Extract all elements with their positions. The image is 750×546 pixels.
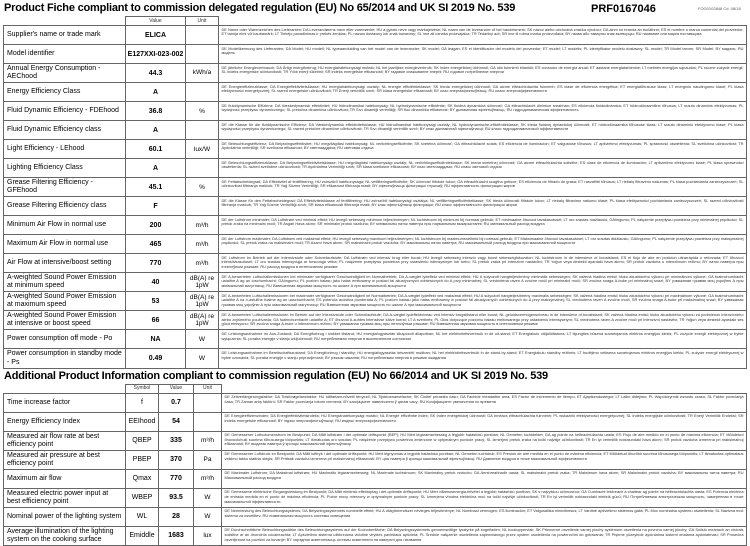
row-label: Measured air flow rate at best efficiency point <box>4 431 126 450</box>
fiche-table-row <box>4 121 747 140</box>
row-unit: m³/h <box>186 235 219 254</box>
additional-table-row <box>4 469 747 488</box>
row-label: Average illumination of the lighting system on the cooking surface <box>4 526 126 545</box>
row-translations: DE der Luftstrom maximaler; DA Luftstrøm ved maksimal effekt; HU levegő sebesség maximum teljesítményen; NL luchtstroom bij maximumsnelheid bij normaal gebruik; ET Maksimaalne õhuvool tavakasutusel; LT oro srautas didžiausiu; GAlíngumu; PL natężenie przepływu powietrza przy maksymalnej prędkości; SL pretok zraka na maksimalni moči; TR Azami Hava akımı; SR maksimalni protok vazduha; BY максімальны паток паветра; RU максимальный расход воздуха при максимальной мощности <box>219 235 747 254</box>
row-label: Maximum air flow <box>4 469 126 488</box>
row-translations: DE die Klasse für die fluiddynamische Effizienz; DA Væskedynamisk effektivitetsklasse; HU hidrodinamikai hatékonysági osztály; NL hydrodynamische-efficiëntieklasse; SK trieda fluidnej dynamickej účinnosti; ET hüdrodünaamika tõhususe klass; LT srauto dinaminio efektyvumo klasė; PL klasa wydajności przepływu dynamicznego; SL razred pretočne dinamične učinkovitosti; TR Sıvı dinamiği verimlilik sınıfı; BY клас дынамічнай эфектыўнасці; RU класс гидродинамической эффективности <box>219 121 747 140</box>
row-translations: DE jährliche Energieverbrauch; DA Årligt energiforbrug; HU energiahatékonysági mutató; NL het jaarlijkse energieverbruik; SK index energetickej účinnosti; GA ídiú fuinnimh bliantúil; ES consumo de energía anual; ET aastane energiatarbimine; LT metinės energijos sąnaudos; PL roczne zużycie energii; SL indeks energetske učinkovitosti; TR Yıllık enerji tüketimi; SR indeks energetske efikasnosti; BY гадавое спажыванне энергіі; RU годовое потребление энергии <box>219 64 747 83</box>
fiche-header-row <box>4 17 747 26</box>
doc-number: PRF0167046 <box>591 3 656 15</box>
row-label: A-weighted Sound Power Emission at intensive or boost speed <box>4 311 126 330</box>
fiche-table-row <box>4 292 747 311</box>
row-unit <box>186 121 219 140</box>
row-label: Power consumption off mode - Po <box>4 330 126 349</box>
header-spacer <box>222 384 747 393</box>
column-header-value: Value <box>159 384 194 393</box>
row-value: A <box>126 83 186 102</box>
fiche-table-row <box>4 311 747 330</box>
row-symbol: QBEP <box>126 431 159 450</box>
fiche-table-row <box>4 197 747 216</box>
fiche-table-row <box>4 26 747 45</box>
row-translations: DE Gemessene elektrische Eingangsleistung im Bestpunkt; DA Målt elektrisk effektoptag i det optimale driftspunkt; HU Mért villamosenergia-felvétel a legjobb hatásfokú pontban; SK s najvyššou účinnosťou; GA Cumhacht leictreach a chaitear ag pointe na héifeachtúlachta uasta; ES Potencia eléctrica de entrada medida en el punto de máxima eficiencia; PL Pobór mocy mierzony w optymalnym punkcie pracy; SL Izmerjena vhodna električna moč na točki najvišje učinkovitosti; TR En iyi verimlilik noktasındaki elektrik gücü; RU Потребляемая электрическая мощность, замеренная в точке максимальной эффективности <box>222 488 747 507</box>
row-label: Annual Energy Consumption - AEChood <box>4 64 126 83</box>
row-value: 53 <box>126 292 186 311</box>
row-value: A <box>126 121 186 140</box>
row-translations: DE die Klasse für den Fettabscheidegrad; DA Effektivitetsklasse af fedtfiltrering; HU zsírszűrő hatékonysági osztálya; NL vetfilteringsefficiëntieklasse; SK trieda účinnosti filtrácie tukov; LT riebalų filtravimo našumo klasė; PL klasa efektywności pochłaniania zanieczyszczeń; SL razred učinkovitosti filtriranja maščob; TR Yağ Süzme Verimliliği sınıfı; SR klasa efikasnosti filtriranja masti; BY клас эфектыўнасці фільтрацыі; RU класс эффективности фильтрации жиров <box>219 197 747 216</box>
row-translations: DE Beleuchtungseffizienzklasse; DA Belysningseffektivitetsklasse; HU megvilágítási hatékonysági osztály; NL verlichtingsefficiëntieklasse; SK trieda svetelnej účinnosti; GA aicme éifeachtúlachta soilsithe; ES clase de eficiencia de iluminación; LT apšvietimo efektyvumo klasė; PL klasa sprawności oświetlenia; SL razred svetlobne učinkovitosti; TR Aydınlatma Verimliliği sınıfı; SR klasa svetlosne efikasnosti; BY клас светлааддачы; RU класс световой отдачи <box>219 159 747 178</box>
column-header-value: Value <box>126 17 186 26</box>
product-fiche-page <box>3 0 747 546</box>
row-unit: dB(A) re 1pW <box>186 273 219 292</box>
row-value: ELICA <box>126 26 186 45</box>
row-label: Fluid Dynamic Efficiency class <box>4 121 126 140</box>
row-unit <box>186 83 219 102</box>
row-label: Fluid Dynamic Efficiency - FDEhood <box>4 102 126 121</box>
row-unit <box>186 26 219 45</box>
row-unit <box>186 159 219 178</box>
row-value: 54 <box>159 412 194 431</box>
fiche-table-row <box>4 235 747 254</box>
fiche-table-row <box>4 102 747 121</box>
additional-table-row <box>4 507 747 526</box>
row-translations: DE Name oder Warenzeichen des Lieferanten; DA Leverandørens navn eller varemærke; HU a gyártó neve vagy márkajelzése; NL naam van de leverancier of het handelsmerk; SK názov alebo obchodná značka výrobcu; GA ainm nó branda an tsoláthraí; ES el nombre o marca comercial del proveedor; ET tarnija nimi või kaubamärk; LT Tiekėjo pavadinimas ir prekės ženklas; PL nazwa dostawcy lub znak towarowy; SL ime ali oznaka proizvajalca; TR Tedarikçi adı; SR ime ili robna marka proizvođača; BY назва або таварны знак вытворцы; RU название или марка поставщика <box>219 26 747 45</box>
fiche-table <box>3 16 747 369</box>
row-label: Light Efficiency - LEhood <box>4 140 126 159</box>
row-value: 1683 <box>159 526 194 545</box>
row-label: Time increase factor <box>4 393 126 412</box>
additional-table <box>3 384 747 546</box>
row-symbol: WBEP <box>126 488 159 507</box>
additional-table-body <box>4 384 747 545</box>
row-label: Minimum Air Flow in normal use <box>4 216 126 235</box>
row-unit <box>186 45 219 64</box>
row-translations: DE A-bewerteten Luftschallemissionen bei maximaler verfügbarer Geschwindigkeit im Normalbetrieb; DA A-vægtet lydeffekt ved maksimal effekt; HU A súlyozott hangteljesítmény maximális sebességen; SK vážená hladina emisií hluku akustického výkonu pri maximálnom výkone; GA fuaimchumhacht ualaithe A na n-astuithe fuaime ag an uaschumhacht; ES potencia acústica ponderada A; PL poziom hałasu jako hałas emitowany w postaci fal akustycznych odniesionych do A przy maksymalnej; SL vrednotena raven A zvočne moči; SR zvučna snaga A-buke pri maksimalnoj snazi; BY узважаная гукавая моц узроўню А пры максімальнай магутнасці; RU Взвешенная звуковая мощность по шкале А при максимальной мощности <box>219 292 747 311</box>
fiche-table-row <box>4 178 747 197</box>
column-header-unit: Unit <box>186 17 219 26</box>
row-label: Supplier's name or trade mark <box>4 26 126 45</box>
row-value: 335 <box>159 431 194 450</box>
row-value: 0.49 <box>126 349 186 368</box>
page-title: Product Fiche compliant to commission delegated regulation (EU) No 65/2014 and UK SI 2019 No. 539 <box>4 2 516 14</box>
row-symbol: WL <box>126 507 159 526</box>
row-translations: DE Leistungsaufnahme im Aus-Zustand; DA Energiforbrug i slukket tilstand; HU energiafogyasztás kikapcsolt állapotban; NL het elektriciteitsverbruik in de uit-stand; ET Energiakulu väljalülitatuna; LT išjungties būsena suvartojamos elektros energijos kiekis; PL zużycie energii elektrycznej w trybie wyłączenia; SL poraba energije v stanju izključenosti; RU потребляемая энергия в выключенном состоянии <box>219 330 747 349</box>
row-translations: DE Gemessener Luftdruck im Bestpunkt; DA Målt lufttryk i det optimale driftspunkt; HU Mért légnyomás a legjobb hatásfokú pontban; NL Gemeten luchtdruk; ES Presión de aire medida en el punto de máxima eficiencia; ET Mõõdetud õhurõhk suurima tõhususega tööpunktis; LT išmatuotas optimalaus veikimo taško statinis slėgis; SR Pritisak vazduha izmerena pri maksimalnoj efikasnosti; BY ціск паветра ў кропцы максімальнай эфектыўнасці; RU Давление воздуха в точке максимальной эффективности <box>222 450 747 469</box>
row-translations: DE der Luftstrom minimaler; DA Luftstrøm ved minimal effekt; HU levegő sebesség minimum teljesítményen; NL luchtstroom bij minimum bij normaal gebruik; ET minimaalne õhuvool tavakasutusel; LT oro srautas mažiausiu; GAlíngumu; PL natężenie przepływu powietrza przy minimalnej prędkości; SL pretok zraka na minimalni moči; TR Asgari Hava akımı; SR minimalni protok vazduha; BY мінімальны паток паветра пры нармальным выкарыстанні; RU минимальный расход воздуха <box>219 216 747 235</box>
row-unit: m³/h <box>186 254 219 273</box>
row-unit <box>194 393 222 412</box>
row-unit: W <box>194 507 222 526</box>
additional-table-row <box>4 393 747 412</box>
fiche-table-row <box>4 45 747 64</box>
row-value: E127XXI-023-002 <box>126 45 186 64</box>
row-label: Measured air pressure at best efficiency point <box>4 450 126 469</box>
additional-section-title: Additional Product Information compliant to commission regulation (EU) No 66/2014 and UK SI 2019 No. 539 <box>4 369 548 382</box>
fiche-table-row <box>4 159 747 178</box>
row-label: Grease Filtering Efficiency - GFEhood <box>4 178 126 197</box>
row-symbol: Emiddle <box>126 526 159 545</box>
header-spacer <box>4 384 126 393</box>
row-translations: DE Modellkennung des Lieferanten; DA Model; HU modell; NL typeaanduiding van het model van de leverancier; SK model; GA leagan; ES el identificador del modelo del proveedor; ET mudel; LT modelis; PL identyfikator modelu dostawcy; SL model; TR Model tanımı; SR Model; BY мадэль; RU модель <box>219 45 747 64</box>
row-translations: DE Zeitverlängerungsfaktor; DA Tidsforøgelsesfaktor; HU időtartam-növelő tényező; NL Tijdstoenamefactor; SK Činiteľ prírastku času; GA Fachtóir méadaithe ama; ES Factor de incremento de tiempo; ET Ajapikendustegur; LT Laiko didėjimo; PL Współczynnik wzrostu czasu; SL Faktor povečanja časa; TR Zaman artış faktörü; SR Faktor povećanja tokom vremena; BY каэфіцыент павелічэння ў цягам часу; RU Коэффициент увеличения по времени <box>222 393 747 412</box>
row-value: 66 <box>126 311 186 330</box>
row-translations: DE A-bewerteten Luftschallemissionen im Betrieb auf der Intensivstufe oder Schnellaufstufe; DA A-vægtet lydeffektniveau ved intensiv brugstilstand eller boost; NL geluidsvermogensniveau in de intensieve of booststand; SK vážená hladina emisií hluku akustického výkonu za podmienok intenzívneho alebo zvýšeného používania; GA fuaimchumhacht ualaithe A; ET õhuvool A-suhtes intensiivse käive korral; LT A svertinės; PL Głos dotyczące poziomu hałasu emitowanego przy ustawieniu intensywnym; SL vrednotena raven A zvočne moči pri intenzivni nastavitvi; TR Yoğun veya destekli ayardaki ses gücü emisyonu; SR zvučna snaga A-buke u intenzivnom režimu; BY узважаная гукавая моц пры інтэнсіўным рэжыме; RU Взвешенная звуковая мощность в интенсивном режиме <box>219 311 747 330</box>
fiche-table-body <box>4 17 747 369</box>
row-unit: m³/h <box>194 469 222 488</box>
row-unit: dB(A) re 1pW <box>186 311 219 330</box>
row-symbol: EEIhood <box>126 412 159 431</box>
row-translations: DE Gemessener Luftvolumenstrom im Bestpunkt; DA Målt luftstrøm i det optimale driftspunkt (BEP); HU Mért légáramsebesség a legjobb hatásfokú pontban; NL Gemeten luchtdebiet; GA ag pointe na héifeachtúlachta uasta; ES Flujo de aire medido en el punto de máxima eficiencia; ET Mõõdetud õhuvooluhulk suurima tõhususega tööpunktis; LT išmatuotas oro srautas; PL natężenie przepływu powietrza zmierzone w optymalnym punkcie pracy; SL izmerjeni pretok zraka na točki najvišje učinkovitosti; TR En iyi verimlilik noktasındaki hava akımı; SR protok vazduha izmerena pri maksimalnoj efikasnosti; BY выдатак паветра ў кропцы максімальнай эфектыўнасці <box>222 431 747 450</box>
row-value: 200 <box>126 216 186 235</box>
additional-table-row <box>4 412 747 431</box>
row-unit: m³/h <box>186 216 219 235</box>
row-value: 44.3 <box>126 64 186 83</box>
row-value: 370 <box>159 450 194 469</box>
row-value: 770 <box>159 469 194 488</box>
additional-table-row <box>4 526 747 545</box>
row-unit: Pa <box>194 450 222 469</box>
fiche-table-row <box>4 273 747 292</box>
header-spacer <box>4 17 126 26</box>
row-value: 36.8 <box>126 102 186 121</box>
row-value: 28 <box>159 507 194 526</box>
row-translations: DE Beleuchtungseffizienz; DA Belysningseffektivitet; HU megvilágítási hatékonyság; NL verlichtingsefficiëntie; SK svetelná účinnosť; GA éifeachtúlacht solais; ES eficiencia de iluminación; ET valgustuse tõhusus; LT apšvietimo efektyvumas; PL sprawność oświetlenia; SL svetlobna učinkovitost; TR Aydınlatma verimliliği; SR svetlosna efikasnost; BY светлааддача; RU световая отдача <box>219 140 747 159</box>
row-translations: DE Luftstrom im Betrieb auf der Intensivstufe oder Schnellaufstufe; DA Luftstrøm ved intensiv brug eller boost; HU levegő sebesség intenzív vagy boost sebességfokozaton; NL luchtstroom in de intensieve of booststand; ES el flujo de aire en posicion ultrarrápida o reforzada; ET õhuvool intensiivkasutusel; LT oro srautas intensyviąja ar forsuotąja veika; PL natężenie przepływu powietrza przy ustawieniu intensywnym lub turbo; SL pretok zraka pri intenzivni nastavitvi; TR Yoğun veya destekli ayardaki hava akımı; SR protok vazduha u intenzivnom režimu; BY паток паветра пры інтэнсіўным рэжыме; RU расход воздуха в интенсивном режиме <box>219 254 747 273</box>
row-label: Grease Filtering Efficiency class <box>4 197 126 216</box>
row-value: 0.7 <box>159 393 194 412</box>
row-translations: DE Energieeffizienzklasse; DA Energieffektivitetsklasse; HU energiahatékonysági osztály; NL energie efficiëntieklasse; SK trieda energetickej účinnosti; GA aicme éifeachtúlachta fuinnimh; ES clase de eficiencia energética; ET energiatõhususe klass; LT energinio naudingumo klasė; PL klasa efektywności energetycznej; SL razred energetske učinkovitosti; TR Enerji verimlilik sınıfı; SR klasa energetske efikasnosti; BY клас энергаэфектыўнасці; RU класс энергоэффективности <box>219 83 747 102</box>
row-value: 465 <box>126 235 186 254</box>
row-translations: DE Durchschnittliche Beleuchtungsstärke des Beleuchtungssystems auf der Kochoberfläche; DA Belysningssystemets gennemsnitlige lysstyrke på kogefladen; NL kookoppervlak; SK Priemerné osvetlenie varnej plochy systémom osvetlenia na povrchu varnej plochy; GA Soilsiú meánach an chórais soilsithe ar an dromchla cócaireachta; LT Apšvietimo sistema užtikrinama vidutinė viryklės paviršiaus apšvieta; PL Średnie natężenie oświetlenia zapewnianego przez system oświetlenia na powierzchni do gotowania; TR Pişirme yüzeyinde aydınlatma sistemi ortalama aydınlatması; SR Prosečna osvetljenost na površini za kuvanje; BY сярэдняя асветленасць сістэмы асвятлення на паверхні для гатавання <box>222 526 747 545</box>
fiche-table-row <box>4 216 747 235</box>
row-value: F <box>126 197 186 216</box>
fiche-table-row <box>4 140 747 159</box>
doc-code: FOG0102848 Cd. 08/18 <box>698 6 741 11</box>
fiche-table-row <box>4 254 747 273</box>
row-value: NA <box>126 330 186 349</box>
additional-table-row <box>4 488 747 507</box>
row-label: Energy Efficiency Class <box>4 83 126 102</box>
header-spacer <box>219 17 747 26</box>
row-label: Maximum Air Flow in normal use <box>4 235 126 254</box>
row-unit <box>194 412 222 431</box>
row-value: 60.1 <box>126 140 186 159</box>
row-translations: DE Maximaler Luftstrom; DA Maksimal luftstrøm; HU Maximális légáramsebesség; NL Maximale luchtstroom; SK Maximálny pretok vzduchu; GA Aershreabhadh uasta; SL maksimalni pretok zraka; TR Maksimum hava akımı; SR Maksimalni protok vazduha; BY максімальны паток паветра; RU Максимальный расход воздуха <box>222 469 747 488</box>
row-translations: DE Leistungsaufnahme im Bereitschaftszustand; DA Energiforbrug i standby; HU energiafogyasztás készenléti módban; NL het elektriciteitsverbruik in de stand-by-stand; ET Energiakulu standby režiimis; LT budėjimo veiksena suvartojamos elektros energijos kiekis; PL zużycie energii elektrycznej w trybie czuwania; SL poraba energije v stanju pripravljenosti; BY рэжым чакання; RU потребляемая энергия в режиме ожидания <box>219 349 747 368</box>
column-header-unit: Unit <box>194 384 222 393</box>
row-unit: m³/h <box>194 431 222 450</box>
row-label: A-weighted Sound Power Emission at minimum speed <box>4 273 126 292</box>
row-value: 40 <box>126 273 186 292</box>
row-translations: DE Nennleistung des Beleuchtungssystems; DA Belysningssystemets nominelle effekt; HU A világítórendszer névleges teljesítménye; NL Nominaal vermogen; ES iluminación; ET Valgusallika nimivõimsus; LT Vardinė apšvietimo sistemos galia; PL Moc nominalna systemu oświetlenia; SL Nazivna moč sistema za osvetlitev; RU номинальная мощность системы освещения <box>222 507 747 526</box>
additional-header-row <box>4 384 747 393</box>
row-unit: lux/W <box>186 140 219 159</box>
row-label: Energy Efficiency Index <box>4 412 126 431</box>
row-unit: % <box>186 102 219 121</box>
row-symbol: Qmax <box>126 469 159 488</box>
row-label: Nominal power of the lighting system <box>4 507 126 526</box>
fiche-table-row <box>4 64 747 83</box>
row-unit: dB(A) re 1pW <box>186 292 219 311</box>
row-label: Lighting Efficiency Class <box>4 159 126 178</box>
row-translations: DE Energieeffizienzindex; DA Energieffektivitetsindeks; HU Energiahatékonysági mutató; NL Energie efficiëntie index; SK Index energetickej účinnosti; GA Innéacs éifeachtúlachta fuinnimh; PL wskaźnik efektywności energetycznej; SL Indeks energijske učinkovitosti; TR Enerji Verimlilik Endeksi; SR indeks energetske efikasnosti; BY індэкс энергаэфектыўнасці; RU индекс энергоэффективности <box>222 412 747 431</box>
row-label: A-weighted Sound Power Emission at maximum speed <box>4 292 126 311</box>
fiche-table-row <box>4 349 747 368</box>
row-label: Model identifier <box>4 45 126 64</box>
row-unit <box>186 197 219 216</box>
additional-table-row <box>4 450 747 469</box>
row-unit: kWh/a <box>186 64 219 83</box>
fiche-table-row <box>4 83 747 102</box>
column-header-symbol: Symbol <box>126 384 159 393</box>
row-label: Power consumption in standby mode - Ps <box>4 349 126 368</box>
row-symbol: PBEP <box>126 450 159 469</box>
row-unit: % <box>186 178 219 197</box>
row-value: 770 <box>126 254 186 273</box>
row-unit: W <box>186 349 219 368</box>
row-label: Air Flow at intensive/boost setting <box>4 254 126 273</box>
row-symbol: f <box>126 393 159 412</box>
row-unit: W <box>186 330 219 349</box>
row-value: A <box>126 159 186 178</box>
row-translations: DE fluiddynamische Effizienz; DA Væskedynamisk effektivitet; HU hidrodinamikai hatékonyság; NL hydrodynamische efficiëntie; SK fluidná dynamická účinnosť; GA éifeachtúlacht dinimice sreabhán; ES eficiencia fluidodinámica; ET hüdrodünaamiline tõhusus; LT srauto dinaminis efektyvumas; PL wydajność przepływu dynamicznego; SL pretočna dinamična učinkovitost; TR Sıvı dinamiği verimliliği; SR fluo dinamička efikasnost; BY дынамічная эфектыўнасць; RU гидродинамическая эффективность <box>219 102 747 121</box>
row-unit: lux <box>194 526 222 545</box>
row-translations: DE A-bewerteten Luftschallemissionen bei minimaler verfügbarer Geschwindigkeit im Normalbetrieb; DA A-vægtet lydeffekt ved minimal effekt; HU A súlyozott hangteljesítmény minimális sebességen; SK vážená hladina emisií hluku akustického výkonu pri minimálnom výkone; GA fuaimchumhacht ualaithe A ag an íoschumhacht; GAlíngumu; PL poziom hałasu jako hałas emitowany w postaci fal akustycznych odniesionych do A przy minimalnej; SL vrednotena raven A zvočne moči pri minimalni moči; SR zvučna snaga A-buke pri minimalnoj snazi; BY узважаная гукавая моц узроўню А пры мінімальнай магутнасці; RU Взвешенная звуковая мощность по шкале А при минимальной мощности <box>219 273 747 292</box>
row-unit: W <box>194 488 222 507</box>
row-translations: DE Fettabscheidegrad; DA Effektivitet af fedtfiltrering; HU zsírszűrő hatékonysága; NL vetfilteringsefficiëntie; SK účinnosť filtrácie tukov; GA éifeachtúlacht scagtha gréisce; ES eficiencia de filtrado de grasa; ET rasvafiltri tõhusus; LT riebalų filtravimo našumas; PL klasa pochłaniania zanieczyszczeń; SL učinkovitost filtriranja maščob; TR Yağ Süzme Verimliliği; SR efikasnost filtriranja masti; BY эфектыўнасць фільтрацыі тлушчаў; RU эффективность фильтрации жиров <box>219 178 747 197</box>
row-value: 45.1 <box>126 178 186 197</box>
fiche-table-row <box>4 330 747 349</box>
row-value: 93.5 <box>159 488 194 507</box>
additional-table-row <box>4 431 747 450</box>
row-label: Measured electric power input at best efficiency point <box>4 488 126 507</box>
